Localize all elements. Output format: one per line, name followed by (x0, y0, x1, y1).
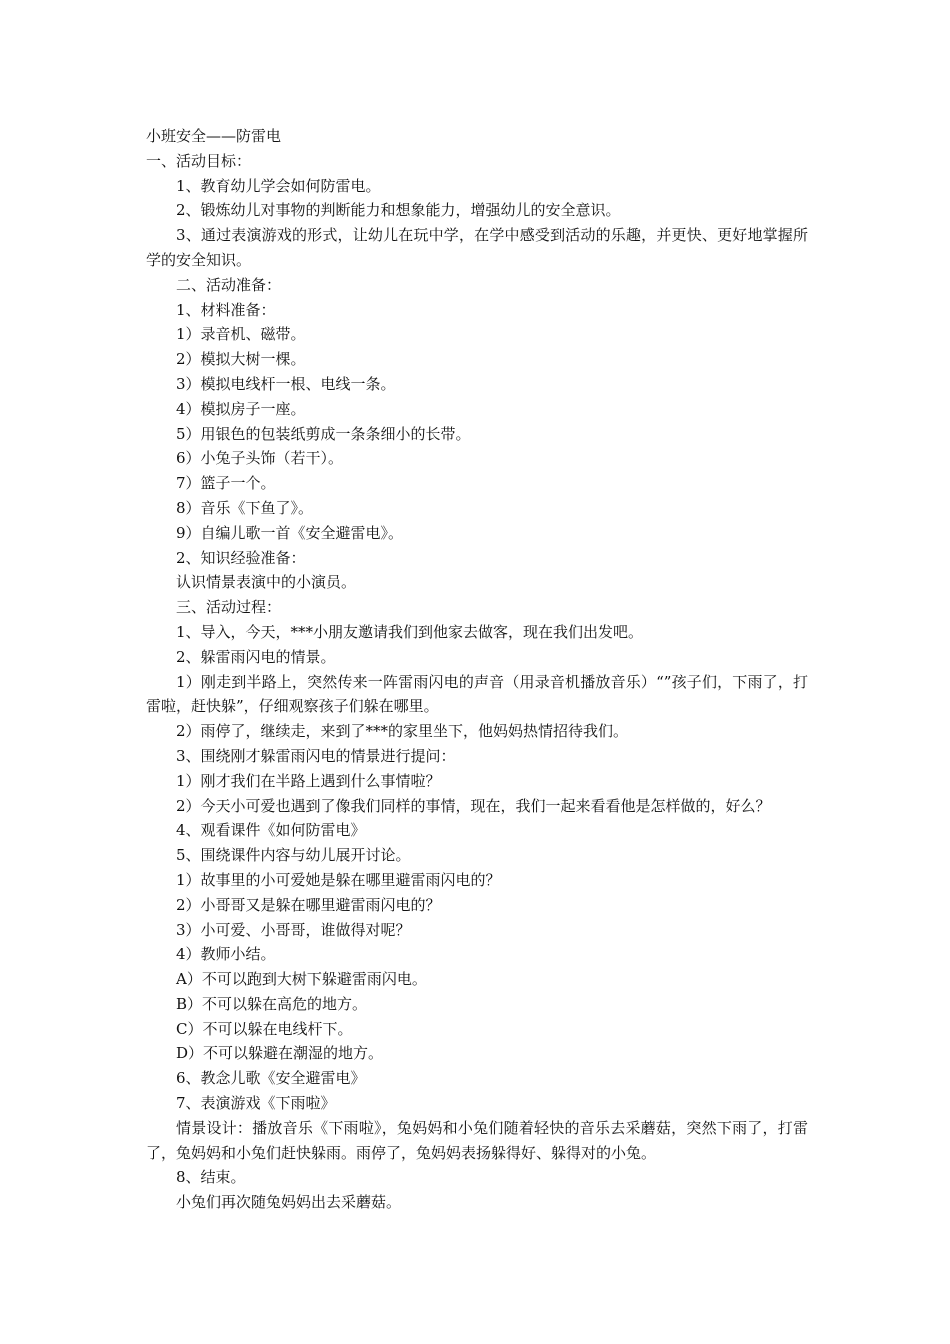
paragraph: D）不可以躲避在潮湿的地方。 (176, 1044, 384, 1063)
paragraph: 4、观看课件《如何防雷电》 (176, 821, 366, 840)
paragraph: 1、材料准备： (176, 300, 276, 319)
paragraph: 5、围绕课件内容与幼儿展开讨论。 (176, 846, 411, 865)
paragraph: 1、导入，今天，***小朋友邀请我们到他家去做客，现在我们出发吧。 (176, 622, 644, 641)
paragraph: 认识情景表演中的小演员。 (176, 573, 357, 592)
paragraph: 6、教念儿歌《安全避雷电》 (176, 1069, 366, 1088)
paragraph: 二、活动准备： (176, 275, 282, 294)
paragraph: 8、结束。 (176, 1168, 246, 1187)
paragraph: 3、围绕刚才躲雷雨闪电的情景进行提问： (176, 746, 456, 765)
paragraph: 一、活动目标： (146, 151, 252, 170)
document-title: 小班安全——防雷电 (146, 127, 282, 145)
paragraph: 2）雨停了，继续走，来到了***的家里坐下，他妈妈热情招待我们。 (176, 722, 629, 741)
paragraph: 情景设计：播放音乐《下雨啦》，兔妈妈和小兔们随着轻快的音乐去采蘑菇，突然下雨了，打雷了，兔妈妈和小兔们赶快躲雨。雨停了，兔妈妈表扬躲得好、躲得对的小兔。 (146, 1118, 808, 1162)
paragraph: 7、表演游戏《下雨啦》 (176, 1094, 336, 1113)
paragraph: 1、教育幼儿学会如何防雷电。 (176, 176, 381, 195)
paragraph: 3、通过表演游戏的形式，让幼儿在玩中学，在学中感受到活动的乐趣，并更快、更好地掌握所学的安全知识。 (146, 226, 808, 269)
paragraph: 9）自编儿歌一首《安全避雷电》。 (176, 523, 404, 542)
paragraph: A）不可以跑到大树下躲避雷雨闪电。 (176, 970, 427, 989)
paragraph: 4）模拟房子一座。 (176, 399, 306, 418)
paragraph: 2、知识经验准备： (176, 548, 306, 567)
paragraph: 小兔们再次随兔妈妈出去采蘑菇。 (176, 1193, 402, 1212)
paragraph: 1）故事里的小可爱她是躲在哪里避雷雨闪电的？ (176, 870, 501, 889)
paragraph: 三、活动过程： (176, 598, 282, 617)
paragraph: B）不可以躲在高危的地方。 (176, 994, 368, 1013)
paragraph: 2）小哥哥又是躲在哪里避雷雨闪电的？ (176, 895, 441, 914)
paragraph: 1）刚走到半路上，突然传来一阵雷雨闪电的声音（用录音机播放音乐）“”孩子们，下雨了，打雷啦，赶快躲”，仔细观察孩子们躲在哪里。 (146, 672, 808, 716)
paragraph: 2、躲雷雨闪电的情景。 (176, 647, 336, 666)
paragraph: 4）教师小结。 (176, 945, 276, 964)
paragraph: 5）用银色的包装纸剪成一条条细小的长带。 (176, 424, 471, 443)
paragraph: 2）模拟大树一棵。 (176, 350, 306, 369)
paragraph: 1）录音机、磁带。 (176, 325, 306, 344)
paragraph: 8）音乐《下鱼了》。 (176, 498, 314, 517)
paragraph: 1）刚才我们在半路上遇到什么事情啦？ (176, 771, 441, 790)
paragraph: 3）模拟电线杆一根、电线一条。 (176, 374, 396, 393)
paragraph: C）不可以躲在电线杆下。 (176, 1019, 353, 1038)
paragraph: 6）小兔子头饰（若干）。 (176, 449, 344, 468)
document-body (146, 124, 808, 1215)
paragraph: 7）篮子一个。 (176, 474, 276, 493)
paragraph: 2、锻炼幼儿对事物的判断能力和想象能力，增强幼儿的安全意识。 (176, 201, 621, 220)
paragraph: 3）小可爱、小哥哥，谁做得对呢？ (176, 920, 411, 939)
paragraph: 2）今天小可爱也遇到了像我们同样的事情，现在，我们一起来看看他是怎样做的，好么？ (176, 796, 771, 815)
